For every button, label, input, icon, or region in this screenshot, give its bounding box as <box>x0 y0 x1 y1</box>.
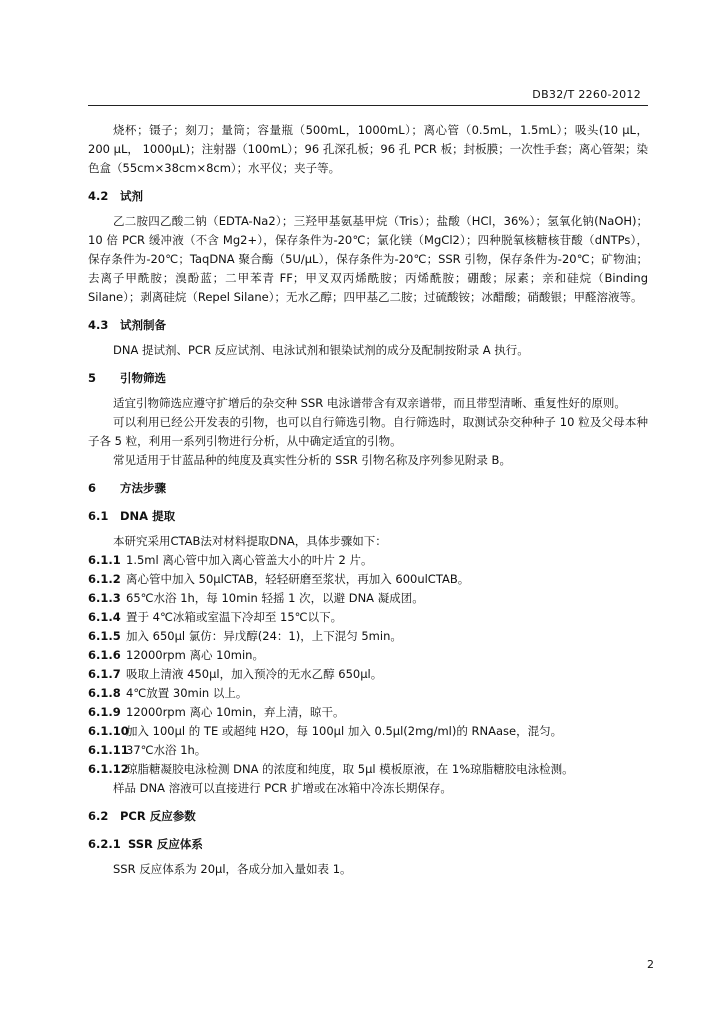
standard-code: DB32/T 2260-2012 <box>532 88 641 101</box>
section-number: 6 <box>88 481 97 495</box>
reagent-prep-text: DNA 提试剂、PCR 反应试剂、电泳试剂和银染试剂的成分及配制按附录 A 执行。 <box>113 343 529 357</box>
section-heading-4-2 <box>88 187 648 206</box>
step-text: 加入 100μl 的 TE 或超纯 H2O，每 100μl 加入 0.5μl(2mg/ml)的 RNAase，混匀。 <box>126 724 563 738</box>
step-item <box>88 760 648 779</box>
step-item <box>88 646 648 665</box>
step-item <box>88 684 648 703</box>
dna-extraction-steps <box>88 551 648 779</box>
step-number: 6.1.7 <box>88 667 121 681</box>
section-heading-6-2-1 <box>88 835 648 854</box>
step-text: 1.5ml 离心管中加入离心管盖大小的叶片 2 片。 <box>126 553 373 567</box>
step-number: 6.1.10 <box>88 724 129 738</box>
step-item <box>88 741 648 760</box>
step-item <box>88 627 648 646</box>
step-number: 6.1.5 <box>88 629 121 643</box>
section-number: 6.2 <box>88 809 109 823</box>
step-item <box>88 589 648 608</box>
step-text: 置于 4℃冰箱或室温下冷却至 15℃以下。 <box>126 610 343 624</box>
section-title: SSR 反应体系 <box>128 837 203 851</box>
step-item <box>88 703 648 722</box>
step-text: 吸取上清液 450μl，加入预冷的无水乙醇 650μl。 <box>126 667 383 681</box>
step-text: 4℃放置 30min 以上。 <box>126 686 248 700</box>
section-heading-4-3 <box>88 316 648 335</box>
dna-storage-note: 样品 DNA 溶液可以直接进行 PCR 扩增或在冰箱中冷冻长期保存。 <box>113 781 452 795</box>
header-rule <box>88 105 648 106</box>
step-item <box>88 722 648 741</box>
section-number: 4.3 <box>88 318 109 332</box>
section-heading-6-2 <box>88 807 648 826</box>
step-text: 离心管中加入 50μlCTAB，轻轻研磨至浆状，再加入 600ulCTAB。 <box>126 572 470 586</box>
page-number: 2 <box>647 958 654 971</box>
step-item <box>88 570 648 589</box>
step-number: 6.1.11 <box>88 743 129 757</box>
section-heading-6-1 <box>88 507 648 526</box>
section-title: PCR 反应参数 <box>120 809 196 823</box>
step-text: 琼脂糖凝胶电泳检测 DNA 的浓度和纯度，取 5μl 模板原液，在 1%琼脂糖胶电泳检测。 <box>126 762 574 776</box>
step-item <box>88 608 648 627</box>
step-number: 6.1.9 <box>88 705 121 719</box>
section-heading-6 <box>88 479 648 498</box>
section-title: 方法步骤 <box>120 481 166 495</box>
section-number: 4.2 <box>88 189 109 203</box>
step-number: 6.1.3 <box>88 591 121 605</box>
step-item <box>88 665 648 684</box>
step-number: 6.1.8 <box>88 686 121 700</box>
section-number: 6.2.1 <box>88 837 121 851</box>
ssr-system-text: SSR 反应体系为 20μl，各成分加入量如表 1。 <box>113 862 352 876</box>
section-heading-5 <box>88 369 648 388</box>
equipment-list-continued: 烧杯；镊子；刻刀；量筒；容量瓶（500mL，1000mL）；离心管（0.5mL，1.5mL）；吸头(10 μL，200 μL， 1000μL)；注射器（100mL）；96 孔深孔板；96 孔 PCR 板；封板膜；一次性手套；离心管架；染色盒（55cm×38cm×8cm）；水平仪；夹子等。 <box>88 123 648 175</box>
document-body <box>88 121 648 879</box>
step-number: 6.1.6 <box>88 648 121 662</box>
step-text: 12000rpm 离心 10min。 <box>126 648 264 662</box>
step-number: 6.1.2 <box>88 572 121 586</box>
step-text: 37℃水浴 1h。 <box>126 743 207 757</box>
section-number: 5 <box>88 371 97 385</box>
reagent-list: 乙二胺四乙酸二钠（EDTA-Na2）；三羟甲基氨基甲烷（Tris）；盐酸（HCl，36%）；氢氧化钠(NaOH)；10 倍 PCR 缓冲液（不含 Mg2+），保存条件为-20℃；氯化镁（MgCl2）；四种脱氧核糖核苷酸（dNTPs），保存条件为-20℃；TaqDNA 聚合酶（5U/μL），保存条件为-20℃；SSR 引物，保存条件为-20℃；矿物油；去离子甲酰胺；溴酚蓝；二甲苯青 FF；甲叉双丙烯酰胺；丙烯酰胺；硼酸；尿素；亲和硅烷（Binding Silane）；剥离硅烷（Repel Silane）；无水乙醇；四甲基乙二胺；过硫酸铵；冰醋酸；硝酸银；甲醛溶液等。 <box>88 214 648 304</box>
primer-paragraph-2: 可以利用已经公开发表的引物，也可以自行筛选引物。自行筛选时，取测试杂交种种子 10 粒及父母本种子各 5 粒，利用一系列引物进行分析，从中确定适宜的引物。 <box>88 415 648 448</box>
step-number: 6.1.4 <box>88 610 121 624</box>
section-title: 试剂 <box>120 189 143 203</box>
step-item <box>88 551 648 570</box>
primer-paragraph-3: 常见适用于甘蓝品种的纯度及真实性分析的 SSR 引物名称及序列参见附录 B。 <box>113 453 511 467</box>
step-number: 6.1.1 <box>88 553 121 567</box>
step-text: 12000rpm 离心 10min，弃上清，晾干。 <box>126 705 345 719</box>
section-title: 试剂制备 <box>120 318 166 332</box>
step-text: 65℃水浴 1h，每 10min 轻摇 1 次，以避 DNA 凝成团。 <box>126 591 424 605</box>
step-text: 加入 650μl 氯仿：异戊醇(24：1)，上下混匀 5min。 <box>126 629 402 643</box>
section-title: DNA 提取 <box>120 509 176 523</box>
primer-paragraph-1: 适宜引物筛选应遵守扩增后的杂交种 SSR 电泳谱带含有双亲谱带，而且带型清晰、重复性好的原则。 <box>113 396 626 410</box>
section-number: 6.1 <box>88 509 109 523</box>
step-number: 6.1.12 <box>88 762 129 776</box>
dna-extraction-intro: 本研究采用CTAB法对材料提取DNA，具体步骤如下： <box>113 534 387 548</box>
section-title: 引物筛选 <box>120 371 166 385</box>
